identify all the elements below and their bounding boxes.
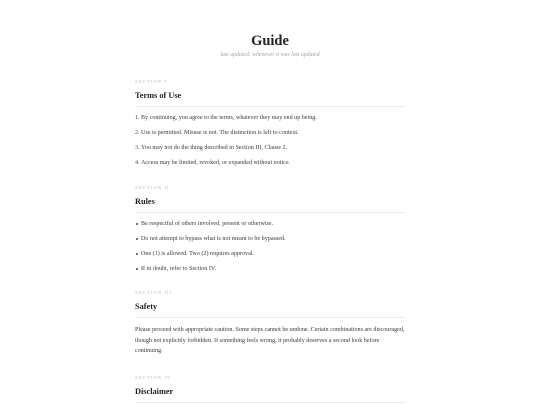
- list-item: [135, 129, 406, 137]
- rules-list: [135, 220, 406, 273]
- list-number: 4.: [135, 160, 140, 166]
- section-disclaimer: [135, 375, 406, 403]
- terms-list: [135, 114, 406, 167]
- list-item-text: Access may be limited, revoked, or expanded without notice.: [141, 160, 291, 166]
- section-heading: Disclaimer: [135, 387, 406, 403]
- list-item-text: Do not attempt to bypass what is not meant to be bypassed.: [141, 236, 286, 242]
- list-item: [135, 265, 406, 273]
- document-header: [0, 33, 540, 59]
- list-item-text: If in doubt, refer to Section IV.: [141, 266, 217, 272]
- list-item: [135, 159, 406, 167]
- section-terms-of-use: [135, 79, 406, 174]
- section-paragraph: Please proceed with appropriate caution. Some steps cannot be undone. Certain combinations are discouraged, though not explicitly forbidden. If something feels wrong, it probably deserves a second look before continuing.: [135, 327, 405, 354]
- section-rules: [135, 185, 406, 280]
- list-item: [135, 235, 406, 243]
- list-item: [135, 220, 406, 228]
- last-updated-note: last updated: whenever it was last updated: [220, 52, 320, 58]
- list-item-text: Use is permitted. Misuse is not. The distinction is left to context.: [141, 130, 299, 136]
- list-item: [135, 114, 406, 122]
- section-safety: [135, 290, 406, 357]
- bullet-icon: [135, 265, 141, 273]
- section-kicker: SECTION II: [135, 185, 170, 190]
- list-item: [135, 144, 406, 152]
- bullet-icon: [135, 220, 141, 228]
- section-kicker: SECTION IV: [135, 375, 172, 380]
- list-item-text: You may not do the thing described in Section III, Clause 2.: [141, 145, 288, 151]
- bullet-icon: [135, 235, 141, 243]
- list-number: 3.: [135, 145, 140, 151]
- page-title: Guide: [251, 33, 289, 49]
- list-number: 1.: [135, 115, 140, 121]
- section-kicker: SECTION I: [135, 79, 167, 84]
- section-heading: Terms of Use: [135, 91, 406, 107]
- list-item-text: One (1) is allowed. Two (2) requires approval.: [141, 251, 255, 257]
- section-heading: Rules: [135, 197, 406, 213]
- section-kicker: SECTION III: [135, 290, 173, 295]
- list-item-text: Be respectful of others involved, present or otherwise.: [141, 221, 274, 227]
- section-heading: Safety: [135, 302, 406, 318]
- bullet-icon: [135, 250, 141, 258]
- list-item: [135, 250, 406, 258]
- list-item-text: By continuing, you agree to the terms, whatever they may end up being.: [141, 115, 317, 121]
- list-number: 2.: [135, 130, 140, 136]
